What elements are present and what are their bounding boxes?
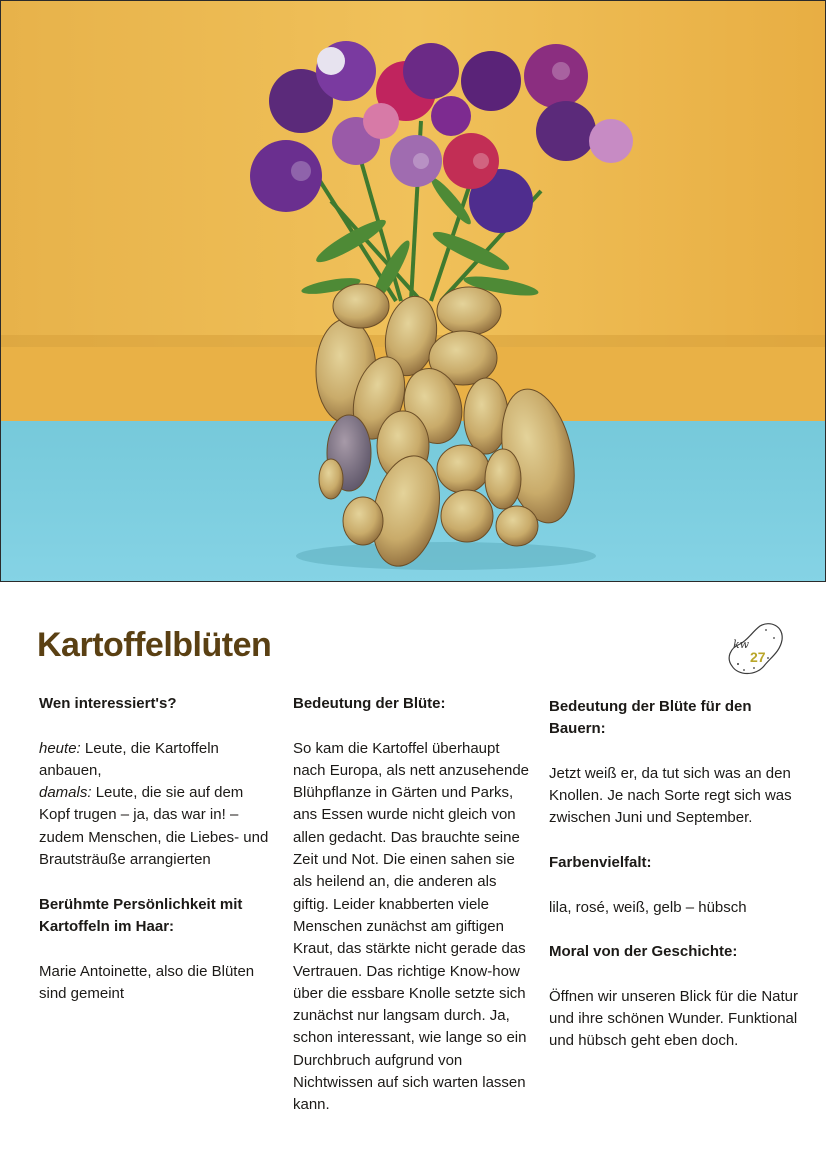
audience-text: [39, 738, 269, 872]
damals-label: damals:: [39, 784, 92, 802]
damals-text: Leute, die sie auf dem Kopf trugen – ja, das war in! – zudem Menschen, die Liebes- und Brautsträuße arrangierten: [39, 784, 269, 869]
heading-moral: Moral von der Geschichte:: [549, 943, 738, 961]
page-number-badge: [724, 618, 786, 680]
heading-who-cares: Wen interessiert's?: [39, 695, 177, 712]
moral-text: Öffnen wir unseren Blick für die Natur und ihre schönen Wunder. Funktional und hübsch geht eben doch.: [549, 987, 799, 1050]
heute-text: Leute, die Kartoffeln anbauen,: [39, 739, 219, 779]
famous-person-text: Marie Antoinette, also die Blüten sind gemeint: [39, 962, 255, 1002]
page-number: 27: [750, 649, 766, 665]
heute-label: heute:: [39, 739, 81, 757]
colors-text: lila, rosé, weiß, gelb – hübsch: [549, 898, 747, 916]
potato-vase-illustration: [1, 1, 826, 582]
column-target-audience: [39, 693, 269, 1005]
heading-colors: Farbenvielfalt:: [549, 854, 652, 872]
column-farmer: [549, 693, 799, 1053]
badge-initials: kw: [733, 638, 750, 651]
heading-meaning: Bedeutung der Blüte:: [293, 695, 446, 712]
potato-badge-icon: [724, 618, 786, 680]
farmer-text: Jetzt weiß er, da tut sich was an den Knollen. Je nach Sorte regt sich was zwischen Juni und September.: [549, 764, 792, 827]
heading-farmer: Bedeutung der Blüte für den Bauern:: [549, 698, 752, 738]
heading-famous-person: Berühmte Persönlichkeit mit Kartoffeln im Haar:: [39, 895, 243, 935]
page-title: Kartoffelblüten: [37, 626, 272, 664]
meaning-text: So kam die Kartoffel überhaupt nach Europa, als nett anzusehende Blühpflanze in Gärten und Parks, ans Essen wurde nicht gleich von allen gedacht. Das brauchte seine Zeit und Not. Die einen sahen sie als heilend an, die anderen als giftig. Leider knabberten viele Menschen zunächst am giftigen Kraut, das stärkte nicht gerade das Vertrauen. Das richtige Know-how über die essbare Knolle setzte sich zunächst nur langsam durch. Ja, schon interessant, wie lange so ein Durchbruch aufgrund von Nichtwissen auf sich warten lassen kann.: [293, 739, 530, 1114]
column-meaning: [293, 693, 533, 1117]
